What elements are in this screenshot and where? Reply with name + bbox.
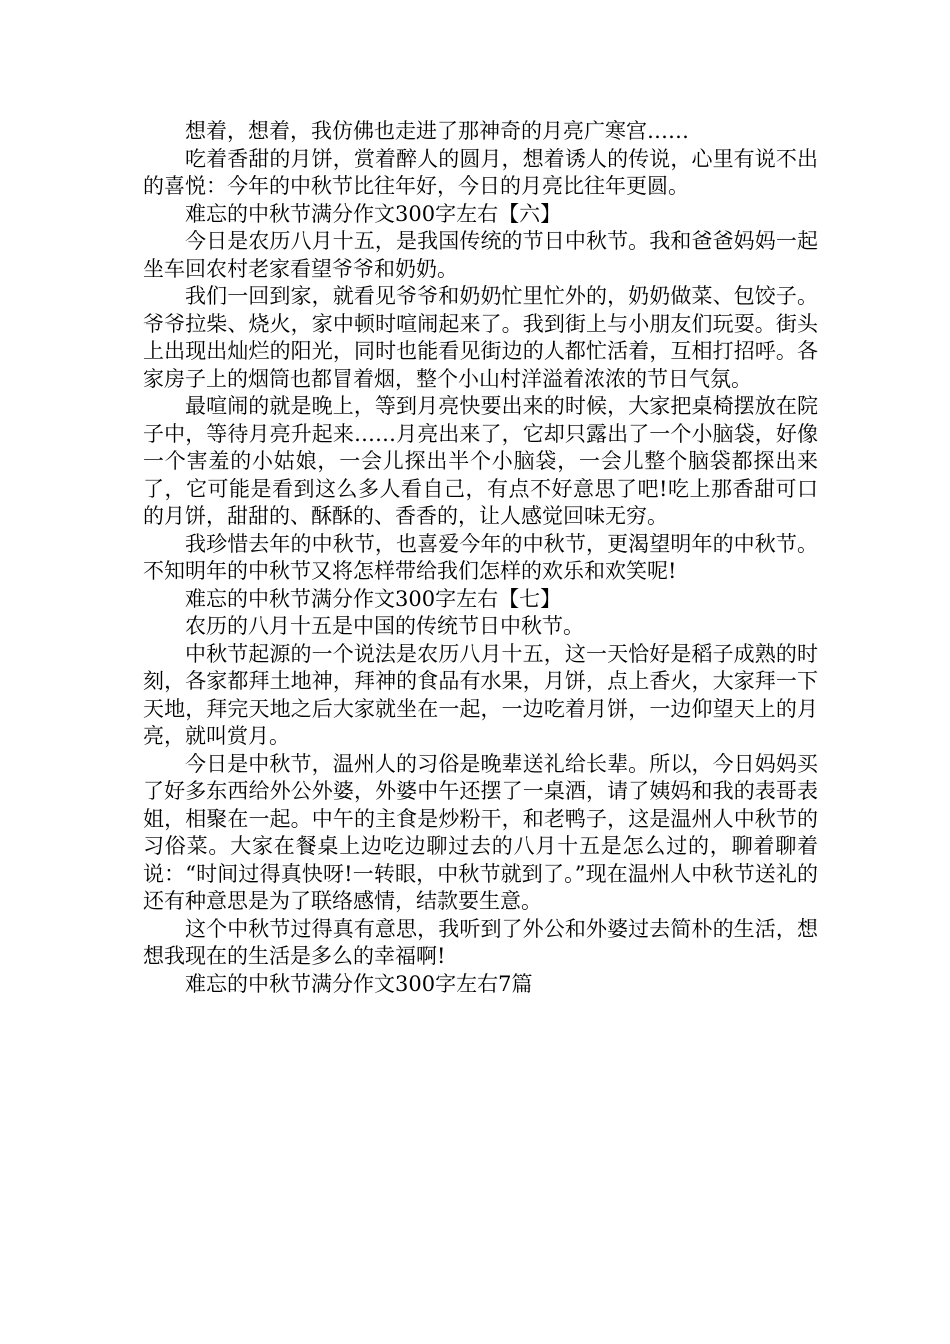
- paragraph-festival-origin: 中秋节起源的一个说法是农历八月十五，这一天恰好是稻子成熟的时刻，各家都拜土地神，拜神的食品有水果，月饼，点上香火，大家拜一下天地，拜完天地之后大家就坐在一起，一边吃着月饼，一边仰望天上的月亮，就叫赏月。: [143, 641, 818, 748]
- paragraph-evening-moon: 最喧闹的就是晚上，等到月亮快要出来的时候，大家把桌椅摆放在院子中，等待月亮升起来……月亮出来了，它却只露出了一个小脑袋，好像一个害羞的小姑娘，一会儿探出半个小脑袋，一会儿整个脑袋都探出来了，它可能是看到这么多人看自己，有点不好意思了吧!吃上那香甜可口的月饼，甜甜的、酥酥的、香香的，让人感觉回味无穷。: [143, 394, 818, 528]
- paragraph-village-festive: 我们一回到家，就看见爷爷和奶奶忙里忙外的，奶奶做菜、包饺子。爷爷拉柴、烧火，家中顿时喧闹起来了。我到街上与小朋友们玩耍。街头上出现出灿烂的阳光，同时也能看见街边的人都忙活着，互相打招呼。各家房子上的烟筒也都冒着烟，整个小山村洋溢着浓浓的节日气氛。: [143, 284, 818, 391]
- section-heading-six: 难忘的中秋节满分作文300字左右【六】: [185, 201, 562, 226]
- paragraph-wenzhou-custom: 今日是中秋节，温州人的习俗是晚辈送礼给长辈。所以，今日妈妈买了好多东西给外公外婆，外婆中午还摆了一桌酒，请了姨妈和我的表哥表姐，相聚在一起。中午的主食是炒粉干，和老鸭子，这是温州人中秋节的习俗菜。大家在餐桌上边吃边聊过去的八月十五是怎么过的，聊着聊着说：“时间过得真快呀!一转眼，中秋节就到了。”现在温州人中秋节送礼的还有种意思是为了联络感情，结款要生意。: [143, 751, 818, 913]
- paragraph-moon-palace: 想着，想着，我仿佛也走进了那神奇的月亮广寒宫……: [185, 119, 689, 143]
- paragraph-cherish-festival: 我珍惜去年的中秋节，也喜爱今年的中秋节，更渴望明年的中秋节。不知明年的中秋节又将怎样带给我们怎样的欢乐和欢笑呢!: [143, 531, 818, 583]
- document-body: [143, 118, 818, 998]
- closing-title: 难忘的中秋节满分作文300字左右7篇: [185, 971, 533, 996]
- paragraph-traditional-festival: 农历的八月十五是中国的传统节日中秋节。: [185, 614, 584, 638]
- paragraph-mooncake-joy: 吃着香甜的月饼，赏着醉人的圆月，想着诱人的传说，心里有说不出的喜悦：今年的中秋节比往年好，今日的月亮比往年更圆。: [143, 146, 818, 198]
- section-heading-seven: 难忘的中秋节满分作文300字左右【七】: [185, 586, 562, 611]
- paragraph-happy-life: 这个中秋节过得真有意思，我听到了外公和外婆过去简朴的生活，想想我现在的生活是多么的幸福啊!: [143, 916, 818, 968]
- paragraph-trip-home: 今日是农历八月十五，是我国传统的节日中秋节。我和爸爸妈妈一起坐车回农村老家看望爷爷和奶奶。: [143, 229, 818, 281]
